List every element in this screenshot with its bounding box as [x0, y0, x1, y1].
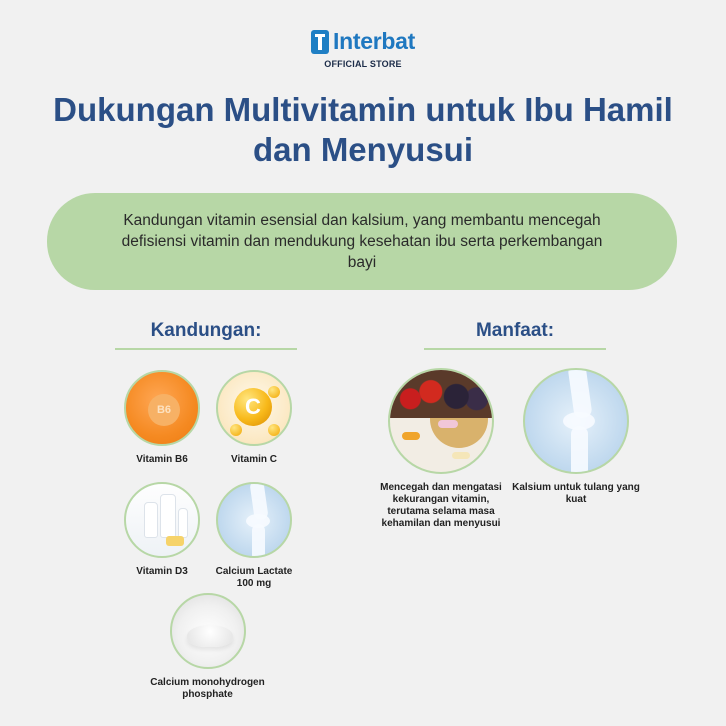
manfaat-heading: Manfaat: — [475, 320, 555, 341]
vitamin-b6-icon: B6 — [124, 370, 200, 446]
ingredient-calcium-phosphate — [125, 593, 290, 701]
manfaat-divider — [424, 348, 606, 350]
summary-banner — [47, 193, 677, 290]
summary-text: Kandungan vitamin esensial dan kalsium, yang membantu mencegah defisiensi vitamin dan mendukung kesehatan ibu serta perkembangan bayi — [121, 212, 603, 271]
ingredient-vitamin-b6 — [117, 370, 207, 466]
kandungan-divider — [115, 348, 297, 350]
ingredient-vitamin-d3 — [117, 482, 207, 578]
vitamin-c-icon: C — [216, 370, 292, 446]
ingredient-vitamin-c — [209, 370, 299, 466]
ingredient-label: Calcium Lactate 100 mg — [215, 566, 293, 589]
page-title: Dukungan Multivitamin untuk Ibu Hamil dan Menyusui — [53, 91, 673, 168]
ingredient-label: Vitamin C — [231, 454, 277, 465]
powder-icon — [170, 593, 246, 669]
benefit-vitamin-deficiency — [375, 368, 507, 530]
ingredient-label: Vitamin B6 — [136, 454, 188, 465]
milk-bottles-icon — [124, 482, 200, 558]
brand-subtitle: OFFICIAL STORE — [324, 59, 402, 69]
benefit-label: Mencegah dan mengatasi kekurangan vitamin, terutama selama masa kehamilan dan menyusui — [380, 482, 502, 529]
ingredient-label: Calcium monohydrogen phosphate — [150, 677, 265, 700]
benefit-strong-bones — [510, 368, 642, 506]
ingredient-calcium-lactate — [209, 482, 299, 590]
knee-bone-icon — [523, 368, 629, 474]
ingredient-label: Vitamin D3 — [136, 566, 188, 577]
kandungan-heading: Kandungan: — [150, 320, 262, 341]
benefit-label: Kalsium untuk tulang yang kuat — [512, 482, 640, 505]
fruits-supplements-icon — [388, 368, 494, 474]
knee-bone-icon — [216, 482, 292, 558]
brand-name: Interbat — [333, 28, 415, 54]
brand-logo — [0, 28, 726, 69]
interbat-logo-icon — [311, 30, 329, 54]
